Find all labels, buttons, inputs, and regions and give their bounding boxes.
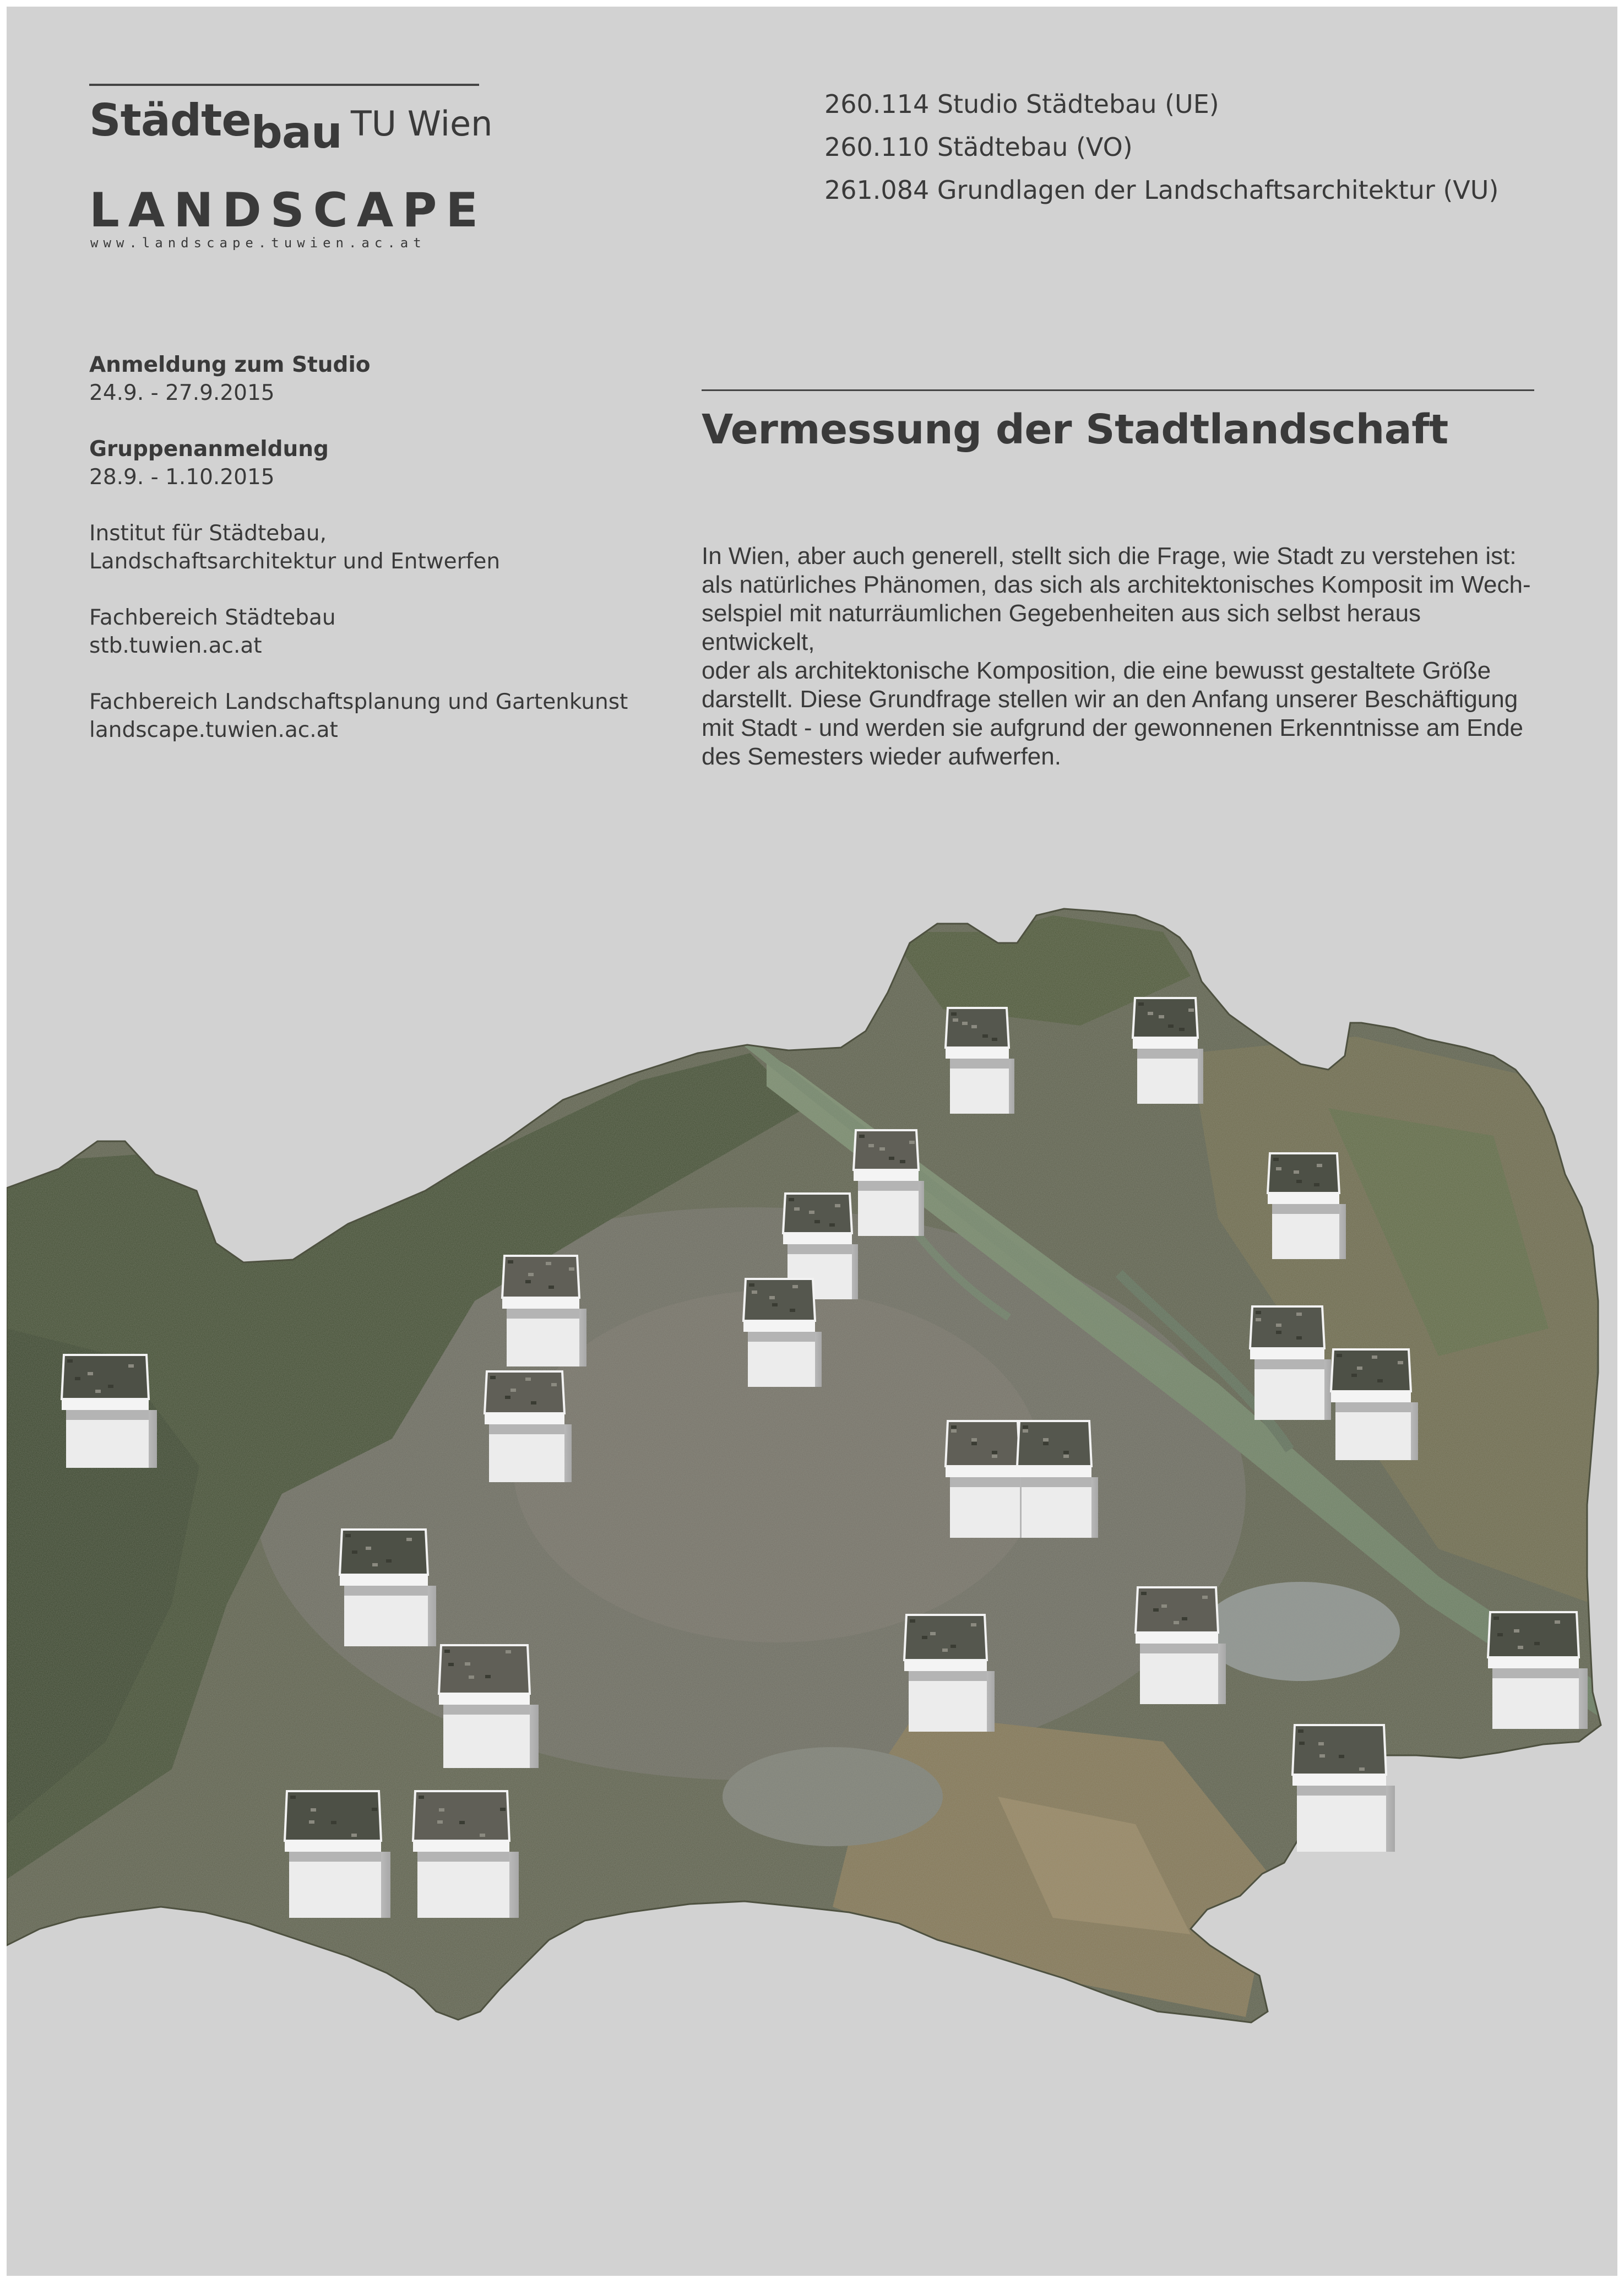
course-item: 260.110 Städtebau (VO) (824, 132, 1133, 162)
measurement-cube (1268, 1153, 1346, 1259)
course-item: 261.084 Grundlagen der Landschaftsarchitektur (VU) (824, 175, 1499, 205)
measurement-cube (1331, 1349, 1418, 1460)
staedtebau-word-sub: bau (251, 107, 342, 158)
studio-registration-dates: 24.9. - 27.9.2015 (89, 381, 275, 405)
department-1-url: stb.tuwien.ac.at (89, 633, 262, 658)
measurement-cube (1488, 1612, 1588, 1729)
poster (7, 7, 1617, 2276)
measurement-cube (946, 1421, 1026, 1538)
department-1-name: Fachbereich Städtebau (89, 605, 336, 630)
institute-line-1: Institut für Städtebau, (89, 521, 327, 546)
group-registration-heading: Gruppenanmeldung (89, 437, 329, 462)
staedtebau-word-main: Städte (89, 95, 251, 146)
measurement-cube (743, 1279, 822, 1387)
studio-registration-heading: Anmeldung zum Studio (89, 353, 371, 377)
department-2-name: Fachbereich Landschaftsplanung und Gartenkunst (89, 690, 628, 714)
measurement-cube (62, 1355, 157, 1468)
measurement-cube (904, 1615, 995, 1732)
measurement-cube (413, 1791, 519, 1918)
measurement-cube (854, 1130, 924, 1236)
landscape-logo-url: www.landscape.tuwien.ac.at (90, 235, 426, 251)
measurement-cube (502, 1256, 586, 1366)
landscape-logo: LANDSCAPE (89, 183, 487, 238)
measurement-cube (946, 1008, 1014, 1114)
measurement-cube (1133, 998, 1203, 1104)
course-item: 260.114 Studio Städtebau (UE) (824, 89, 1219, 119)
institute-line-2: Landschaftsarchitektur und Entwerfen (89, 549, 501, 574)
tu-wien-label: TU Wien (350, 104, 493, 144)
department-2-url: landscape.tuwien.ac.at (89, 718, 338, 742)
page-title: Vermessung der Stadtlandschaft (702, 406, 1448, 453)
measurement-cube (439, 1645, 539, 1768)
city-landmass (7, 888, 1617, 2045)
body-text: In Wien, aber auch generell, stellt sich die Frage, wie Stadt zu verstehen ist: als natürliches Phänomen, das sich als architektonisches Komposit im Wech- selspiel mit naturräumlichen Gegebenheiten aus sich selbst heraus entwickelt, oder als architektonische Komposition, die eine bewusst gestaltete Größe darstellt. Diese Grundfrage stellen wir an den Anfang unserer Beschäftigung mit Stadt - und werden sie aufgrund der gewonnenen Erkenntnisse am Ende des Semesters wieder aufwerfen. (702, 543, 1531, 770)
measurement-cube (285, 1791, 390, 1918)
measurement-cube (1250, 1306, 1331, 1420)
measurement-cube (1136, 1587, 1226, 1704)
measurement-cube (485, 1371, 572, 1482)
measurement-cube (340, 1530, 436, 1646)
measurement-cube (1017, 1421, 1098, 1538)
aerial-map-vienna-icon (7, 7, 1617, 2276)
group-registration-dates: 28.9. - 1.10.2015 (89, 465, 275, 490)
measurement-cube (1292, 1725, 1395, 1852)
